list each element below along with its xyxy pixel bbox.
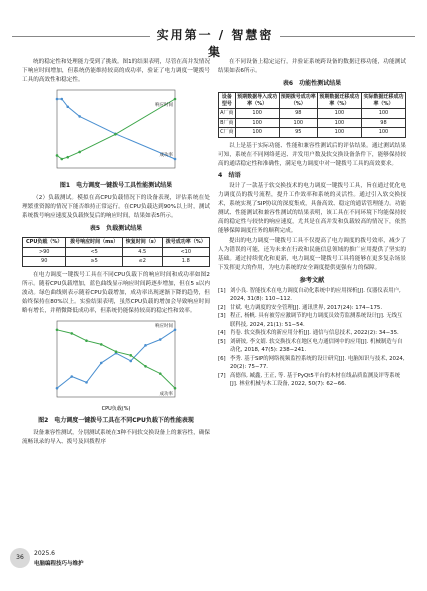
table-cell: B厂商 [220,119,234,126]
series-line-1 [57,99,175,159]
figure-2-chart [41,317,191,413]
data-point [159,372,162,375]
data-point [60,98,63,101]
table-5-header-cell: CPU负载（%） [23,238,66,248]
data-point [174,386,177,389]
series-label: 成功率 [159,153,173,158]
table-5 [22,237,210,267]
table-6-caption: 表6 功能性测试结果 [282,80,342,87]
table-cell: 1.8 [162,257,209,267]
table-5-header-cell: 恢复时间（s） [122,238,162,248]
table-5-header-cell: 拨号成功率（%） [162,238,209,248]
data-point [129,359,132,362]
table-6-header-cell: 实际数据迁移成功率（%） [361,93,405,109]
table-cell: 100 [317,118,361,128]
table-cell: <5 [66,247,122,257]
table-row [23,247,210,257]
table-cell: 100 [235,109,279,119]
table-cell: ≥5 [66,257,122,267]
table-row [219,128,406,138]
series-line-0 [57,329,175,387]
data-point [56,154,59,157]
running-header: 实用第一 / 智慧密集 [150,26,280,60]
table-6 [218,92,406,138]
paragraph: （2）负载测试。模拟在高CPU负载情况下的设备表现，评估系统在处理繁重资源的情况下能否维持正常运行。在CPU负载达到90%以上时，测试系统拨号响应速度及负载恢复后的响应时间，结果如表5所示。 [22,195,210,219]
references-title: 参考文献 [299,276,325,284]
series-label: 成功率 [159,391,173,397]
table-cell: 98 [361,118,405,128]
table-6-header-cell: 预期数据迁移成功率（%） [319,94,360,107]
right-column [218,58,406,389]
table-cell: 98 [279,109,317,119]
data-point [56,386,59,389]
table-cell: 95 [279,128,317,138]
reference-item: [6] 李秀. 基于SIP的网络视频监控系统的设计研究[J]. 电脑知识与技术, 2024, 20(2): 75−77. [218,355,405,370]
data-point [144,365,147,368]
page-number: 36 [10,548,30,568]
data-point [85,339,88,342]
table-cell: 100 [235,118,279,128]
paragraph: 以上是基于实际功能、性能和兼容性测试后的评估结果。通过测试结果可知，系统在不同网络延迟、并发用户数及软交换设备条件下，能够保持较高的通话稳定性和准确性，满足电力调度中对一键拨号工具的高效要求。 [218,142,406,167]
data-point [174,98,177,101]
table-cell: 100 [279,118,317,128]
table-cell: 100 [361,128,405,138]
data-point [78,151,81,154]
table-cell: 90 [23,257,66,267]
data-point [60,158,63,161]
series-label: 响应时间 [155,103,173,108]
paragraph: 在不同设备上稳定运行，并验证系统跨设备的数据迁移功能，功能测试结果如表6所示。 [218,59,406,74]
figure-2-caption: 图2 电力调度一键拨号工具在不同CPU负载下的性能表现 [38,416,194,424]
table-row [219,118,406,128]
table-cell: >90 [23,247,66,257]
data-point [114,133,117,136]
magazine-name: 电脑编程技巧与维护 [34,561,84,567]
table-cell: A厂商 [220,110,234,116]
table-5-header-cell: 拨号响应时间（ms） [66,238,122,248]
data-point [56,98,59,101]
data-point [159,338,162,341]
x-axis-label: CPU负载(%) [101,405,131,412]
data-point [70,375,73,378]
reference-item: [1] 刘小良. 智能技术在电力调度自动化系统中的应用探析[J]. 仪器仪表用户, 2024, 31(8): 110−112. [218,287,401,302]
figure-1-caption: 图1 电力调度一键拨号工具性能测试结果 [59,182,173,189]
table-row [219,109,406,119]
table-cell: C厂商 [220,129,234,135]
table-cell: 100 [317,109,361,119]
paragraph: 统的稳定性和处理能力受到了挑战。图1的结果表明，尽管在高并发情况下响应时间增加，但系统仍能维持较高的成功率，验证了电力调度一键拨号工具的高效性和稳定性。 [22,59,210,83]
table-cell: 100 [235,128,279,138]
reference-list [218,287,406,389]
plot-frame [57,90,175,168]
plot-frame [57,321,175,397]
series-label: 响应时间 [155,323,173,329]
paragraph: 在电力调度一键拨号工具在不同CPU负载下的响应时间和成功率如图2所示。随着CPU负载增加，蓝色曲线显示响应时间跨逐步增加，但在5 s以内波动。绿色曲线则表示随着CPU负载增加，成功率出现逐渐下降的趋势，但始终保持在80%以上。实验结果表明，虽然CPU负载的增加会导致响应时间略有增长，并稍微降低成功率，但系统仍能保持较高的稳定性和效率。 [22,271,210,314]
reference-item: [4] 肖卷. 软交换技术的新应用分析[J]. 通信与信息技术, 2022(2): 34−35. [218,330,399,336]
data-point [115,350,118,353]
paragraph: 设备兼容性测试，分别测试系统在3种不同软交换设备上的兼容性，确保流畅讯录的导入、拨号及回拨程序 [22,429,210,445]
table-cell: ≤2 [122,257,162,267]
left-column [22,58,210,448]
table-6-header-cell: 预期拨号成功率（%） [280,94,316,107]
data-point [174,328,177,331]
table-6-header-cell: 预期数据导入成功率（%） [237,94,278,107]
reference-item: [2] 甘斌. 电力调度的安全管理[J]. 通讯世界, 2017(24): 174−175. [218,304,383,311]
data-point [100,343,103,346]
data-point [144,344,147,347]
data-point [56,328,59,331]
table-5-caption: 表5 负载测试结果 [89,225,143,232]
data-point [100,361,103,364]
data-point [85,381,88,384]
table-cell: 100 [317,128,361,138]
data-point [66,156,69,159]
data-point [66,105,69,108]
paragraph: 提出的电力调度一键拨号工具不仅提高了电力调度的拨号效率，减少了人为错误的可能，还为未来在行政和民施信息领域的推广应用提供了坚实的基础。通过持续优化和更新，电力调度一键拨号工具将能够在更多复杂场景下发挥更大的作用，为电力系统的安全调度提供更强有力的保障。 [218,237,406,271]
reference-item: [7] 高德伟, 臧鑫, 王正, 等. 基于PyQt5平台的木材在线品质监测及评等系统[J]. 林业机械与木工设备, 2022, 50(7): 62−66. [218,372,401,387]
reference-item: [5] 刘研铵, 李文婧. 软交换技术在地区电力通信网中的应用[J]. 机械制造与自动化, 2018, 47(5): 238−241. [218,338,403,353]
series-line-1 [57,329,175,387]
table-6-header-cell: 设备型号 [219,93,236,109]
data-point [70,332,73,335]
section-heading: 4 结语 [218,171,241,179]
table-row [23,257,210,267]
issue-label: 2025.6 [34,550,55,557]
table-cell: 100 [361,109,405,119]
table-cell: <10 [162,247,209,257]
paragraph: 设计了一款基于软交换技术的电力调度一键拨号工具，旨在通过优化电力调度员的拨号流程，提升工作效率和系统的灵活性。通过引入软交换技术，系统实现了SIP协议的深度集成，具备高效、稳定的通话管理能力。功能测试、性能测试和兼容性测试的结果表明，该工具在不同环境下均能保持较高的稳定性与较快的响应速度，尤其是在高并发和负载较高的情况下，依然能够保障调度任务的顺利完成。 [218,182,406,234]
data-point [78,115,81,118]
series-line-0 [57,99,175,159]
figure-1-chart [41,86,191,178]
reference-item: [3] 程正, 杨帆. 具有被劳应激调节的电力调度员效劳监测系统设计[J]. 无线互联科技, 2024, 21(1): 51−54. [218,313,403,328]
table-cell: 4.5 [122,247,162,257]
data-point [174,158,177,161]
data-point [129,354,132,357]
